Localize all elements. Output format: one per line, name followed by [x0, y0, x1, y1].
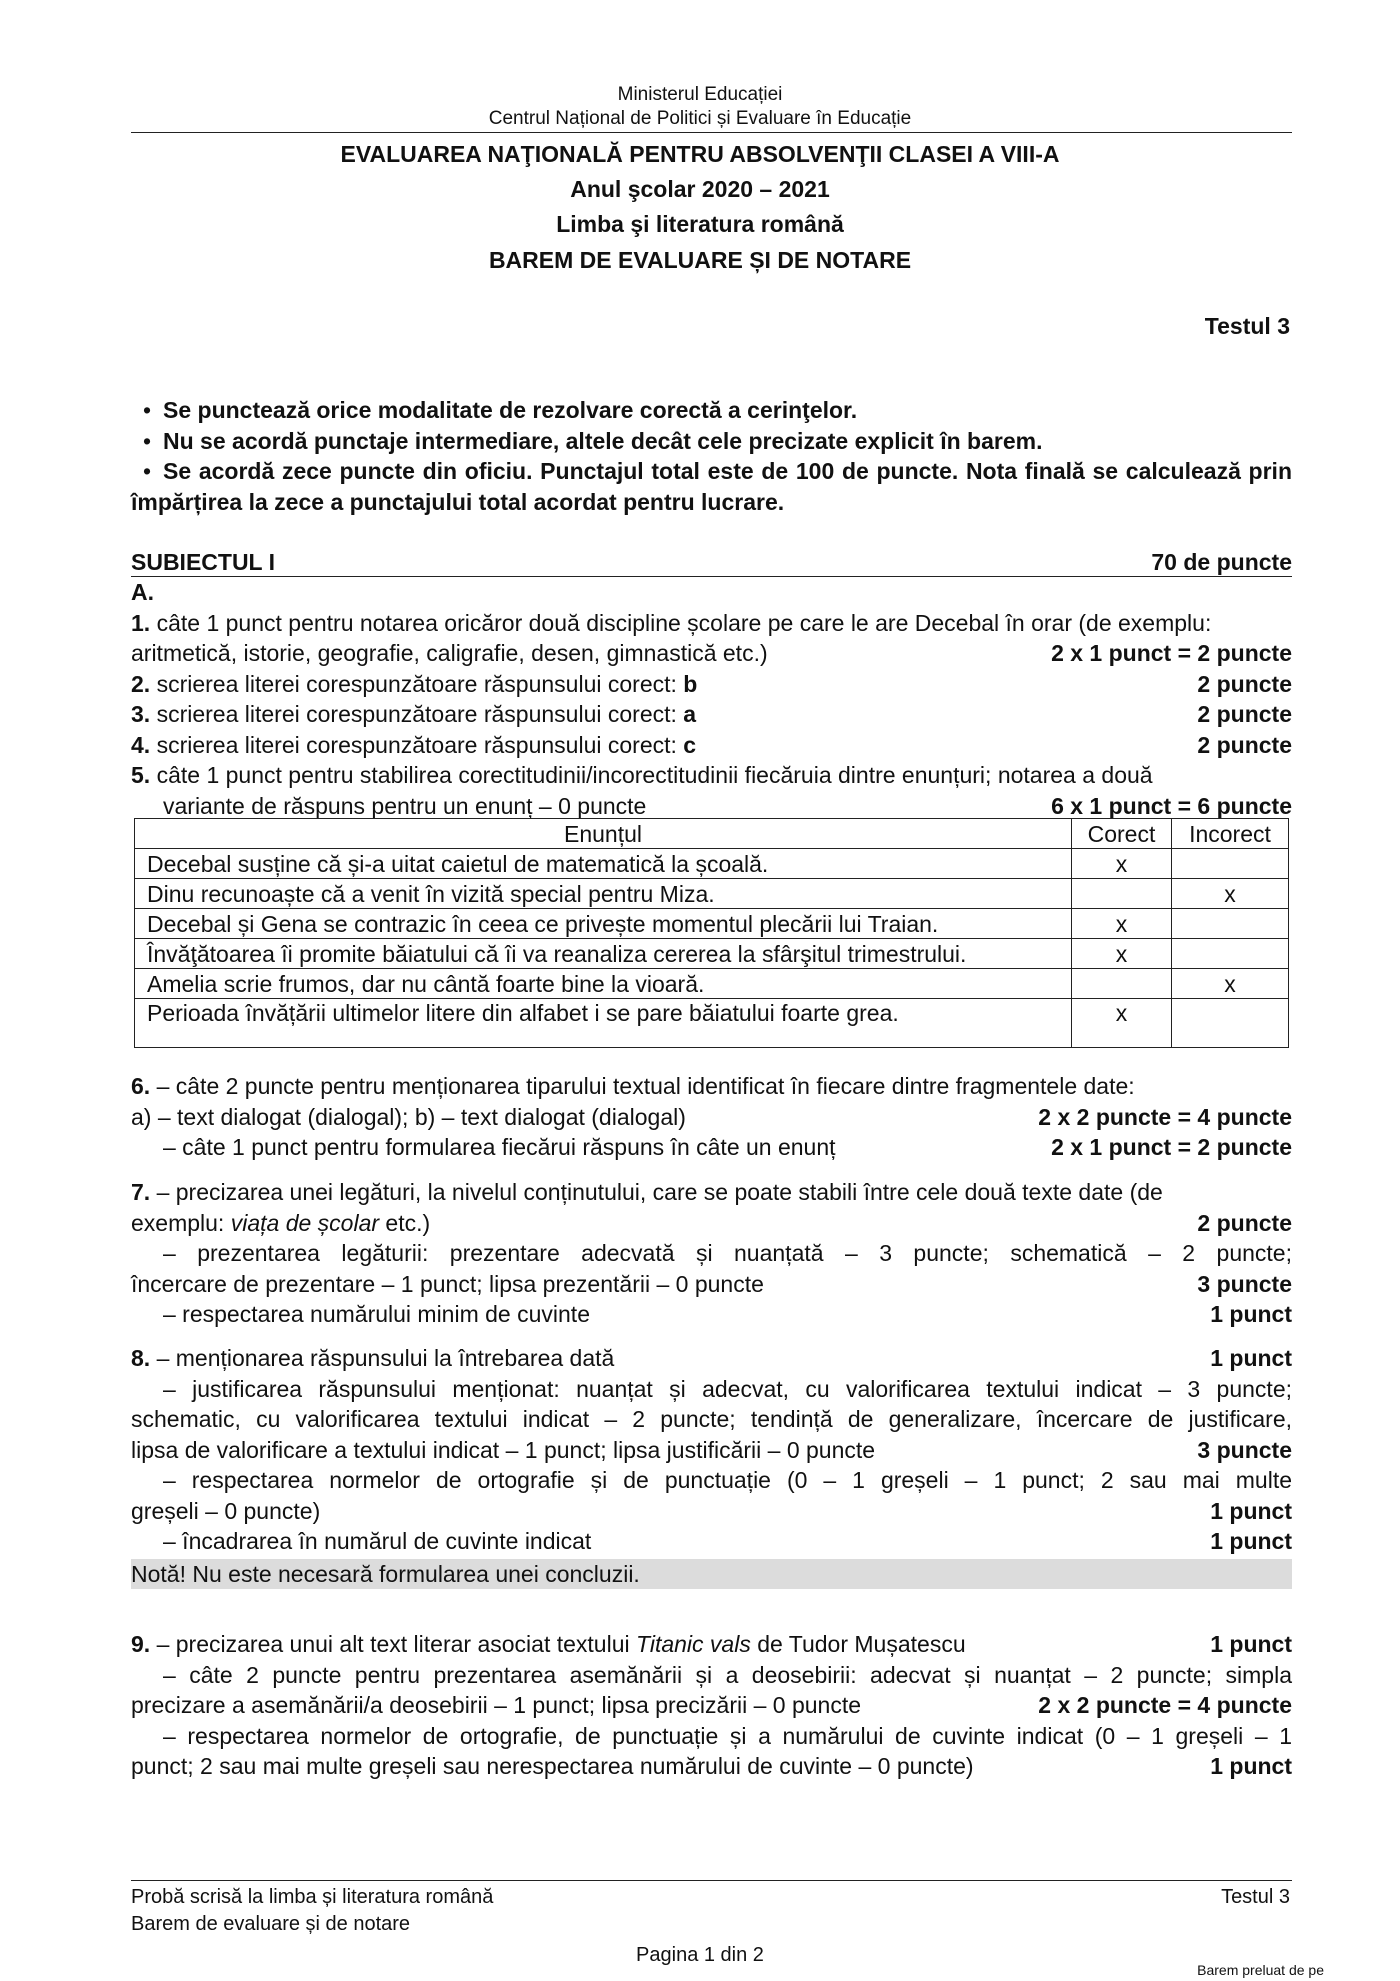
item-9-line: 9. – precizarea unui alt text literar asociat textului Titanic vals de Tudor Mușatescu 1 punct	[131, 1631, 1292, 1657]
item-8-line: 8. – menționarea răspunsului la întrebarea dată 1 punct	[131, 1345, 1292, 1371]
correct-cell	[1072, 969, 1172, 999]
item-8-line: greșeli – 0 puncte) 1 punct	[131, 1497, 1292, 1524]
incorrect-cell: x	[1172, 969, 1289, 999]
item-9-line: punct; 2 sau mai multe greșeli sau nerespectarea numărului de cuvinte – 0 puncte) 1 punct	[131, 1753, 1292, 1779]
column-header: Incorect	[1172, 819, 1289, 849]
item-5: 5. câte 1 punct pentru stabilirea corectitudinii/incorectitudinii fiecăruia dintre enunțuri; notarea a două	[131, 762, 1153, 788]
subject-a-items	[131, 577, 1292, 821]
correct-cell: x	[1072, 939, 1172, 969]
incorrect-cell: x	[1172, 879, 1289, 909]
page-number: Pagina 1 din 2	[636, 1944, 764, 1966]
table-row	[135, 879, 1289, 909]
table-row	[135, 999, 1289, 1048]
statement-cell: Decebal și Gena se contrazic în ceea ce privește momentul plecării lui Traian.	[135, 909, 1072, 939]
correct-cell: x	[1072, 999, 1172, 1048]
item-2: 2. scrierea literei corespunzătoare răspunsului corect: b 2 puncte	[131, 670, 1292, 697]
statement-cell: Perioada învățării ultimelor litere din alfabet i se pare băiatului foarte grea.	[135, 999, 1072, 1048]
item-1-cont: aritmetică, istorie, geografie, caligrafie, desen, gimnastică etc.) 2 x 1 punct = 2 puncte	[131, 640, 1292, 666]
item-8-line: – justificarea răspunsului menționat: nuanțat și adecvat, cu valorificarea textului indicat – 3 puncte;	[163, 1375, 1292, 1402]
part-label: A.	[131, 579, 154, 605]
item-9-line: precizare a asemănării/a deosebirii – 1 punct; lipsa precizării – 0 puncte 2 x 2 puncte = 4 puncte	[131, 1692, 1292, 1718]
item-1: 1. câte 1 punct pentru notarea oricăror două discipline școlare pe care le are Decebal în orar (de exemplu:	[131, 609, 1212, 636]
section-name: SUBIECTUL I	[131, 549, 275, 575]
item-8-line: schematic, cu valorificarea textului indicat – 2 puncte; tendință de generalizare, încercare de justificare,	[131, 1406, 1292, 1432]
rule-item: • Se acordă zece puncte din oficiu. Punctajul total este de 100 de puncte. Nota finală se calculează prin împărțirea la zece a punctajului total acordat pentru lucrare.	[131, 458, 1292, 515]
footer-divider	[131, 1880, 1292, 1881]
item-9	[131, 1629, 1292, 1782]
section-header	[131, 548, 1292, 577]
incorrect-cell	[1172, 999, 1289, 1048]
statements-table	[134, 818, 1289, 1048]
item-9-line: – câte 2 puncte pentru prezentarea asemănării și a deosebirii: adecvat și nuanțat – 2 puncte; simpla	[163, 1661, 1292, 1688]
item-4: 4. scrierea literei corespunzătoare răspunsului corect: c 2 puncte	[131, 731, 1292, 758]
correct-cell: x	[1072, 909, 1172, 939]
column-header: Enunțul	[135, 819, 1072, 849]
item-7-line: – respectarea numărului minim de cuvinte 1 punct	[163, 1301, 1292, 1327]
source-note: Barem preluat de pe	[1197, 1962, 1324, 1978]
footer-test: Testul 3	[1221, 1886, 1290, 1908]
item-9-line: – respectarea normelor de ortografie, de punctuație și a numărului de cuvinte indicat (0 – 1 greșeli – 1	[163, 1722, 1292, 1749]
item-7-line: 7. – precizarea unei legături, la nivelul conținutului, care se poate stabili între cele două texte date (de	[131, 1179, 1163, 1205]
rule-item: • Se punctează orice modalitate de rezolvare corectă a cerinţelor.	[142, 397, 858, 423]
item-8	[131, 1343, 1292, 1589]
incorrect-cell	[1172, 939, 1289, 969]
table-header-row	[135, 819, 1289, 849]
item-6-line: a) – text dialogat (dialogal); b) – text dialogat (dialogal) 2 x 2 puncte = 4 puncte	[131, 1103, 1292, 1130]
column-header: Corect	[1072, 819, 1172, 849]
item-8-line: – încadrarea în numărul de cuvinte indicat 1 punct	[163, 1528, 1292, 1554]
document-title: BAREM DE EVALUARE ȘI DE NOTARE	[488, 247, 912, 273]
item-8-line: lipsa de valorificare a textului indicat – 1 punct; lipsa justificării – 0 puncte 3 puncte	[131, 1436, 1292, 1463]
table-row	[135, 939, 1289, 969]
statement-cell: Decebal susține că și-a uitat caietul de matematică la școală.	[135, 849, 1072, 879]
rule-item: • Nu se acordă punctaje intermediare, altele decât cele precizate explicit în barem.	[142, 427, 1043, 454]
incorrect-cell	[1172, 849, 1289, 879]
item-7-line: exemplu: viața de școlar etc.) 2 puncte	[131, 1209, 1292, 1236]
center-name: Centrul Național de Politici și Evaluare în Educație	[488, 108, 912, 129]
item-6-line: 6. – câte 2 puncte pentru menționarea tiparului textual identificat în fiecare dintre fragmentele date:	[131, 1073, 1135, 1099]
incorrect-cell	[1172, 909, 1289, 939]
statement-cell: Amelia scrie frumos, dar nu cântă foarte bine la vioară.	[135, 969, 1072, 999]
item-5-cont: variante de răspuns pentru un enunț – 0 puncte 6 x 1 punct = 6 puncte	[163, 792, 1292, 819]
note-box: Notă! Nu este necesară formularea unei concluzii.	[131, 1559, 1292, 1590]
table-row	[135, 849, 1289, 879]
statement-cell: Dinu recunoaște că a venit în vizită special pentru Miza.	[135, 879, 1072, 909]
exam-title: EVALUAREA NAŢIONALĂ PENTRU ABSOLVENŢII CLASEI A VIII-A	[340, 141, 1060, 167]
item-6	[131, 1071, 1292, 1163]
item-7-line: încercare de prezentare – 1 punct; lipsa prezentării – 0 puncte 3 puncte	[131, 1270, 1292, 1297]
test-number: Testul 3	[1204, 313, 1290, 339]
ministry-name: Ministerul Educației	[617, 84, 783, 105]
header-divider	[131, 132, 1292, 133]
item-6-line: – câte 1 punct pentru formularea fiecărui răspuns în câte un enunț 2 x 1 punct = 2 puncte	[163, 1134, 1292, 1160]
statement-cell: Învăţătoarea îi promite băiatului că îi va reanaliza cererea la sfârşitul trimestrului.	[135, 939, 1072, 969]
table-row	[135, 969, 1289, 999]
school-year: Anul şcolar 2020 – 2021	[570, 176, 830, 202]
footer-left-2: Barem de evaluare și de notare	[131, 1913, 411, 1935]
item-7	[131, 1177, 1292, 1330]
section-points: 70 de puncte	[1151, 549, 1292, 575]
correct-cell	[1072, 879, 1172, 909]
subject-name: Limba şi literatura română	[556, 211, 844, 237]
item-8-line: – respectarea normelor de ortografie și de punctuație (0 – 1 greșeli – 1 punct; 2 sau mai multe	[163, 1467, 1292, 1493]
general-rules	[131, 395, 1292, 517]
correct-cell: x	[1072, 849, 1172, 879]
footer-left-1: Probă scrisă la limba și literatura română	[131, 1886, 494, 1908]
item-3: 3. scrierea literei corespunzătoare răspunsului corect: a 2 puncte	[131, 701, 1292, 727]
table-row	[135, 909, 1289, 939]
item-7-line: – prezentarea legăturii: prezentare adecvată și nuanțată – 3 puncte; schematică – 2 puncte;	[163, 1240, 1292, 1266]
